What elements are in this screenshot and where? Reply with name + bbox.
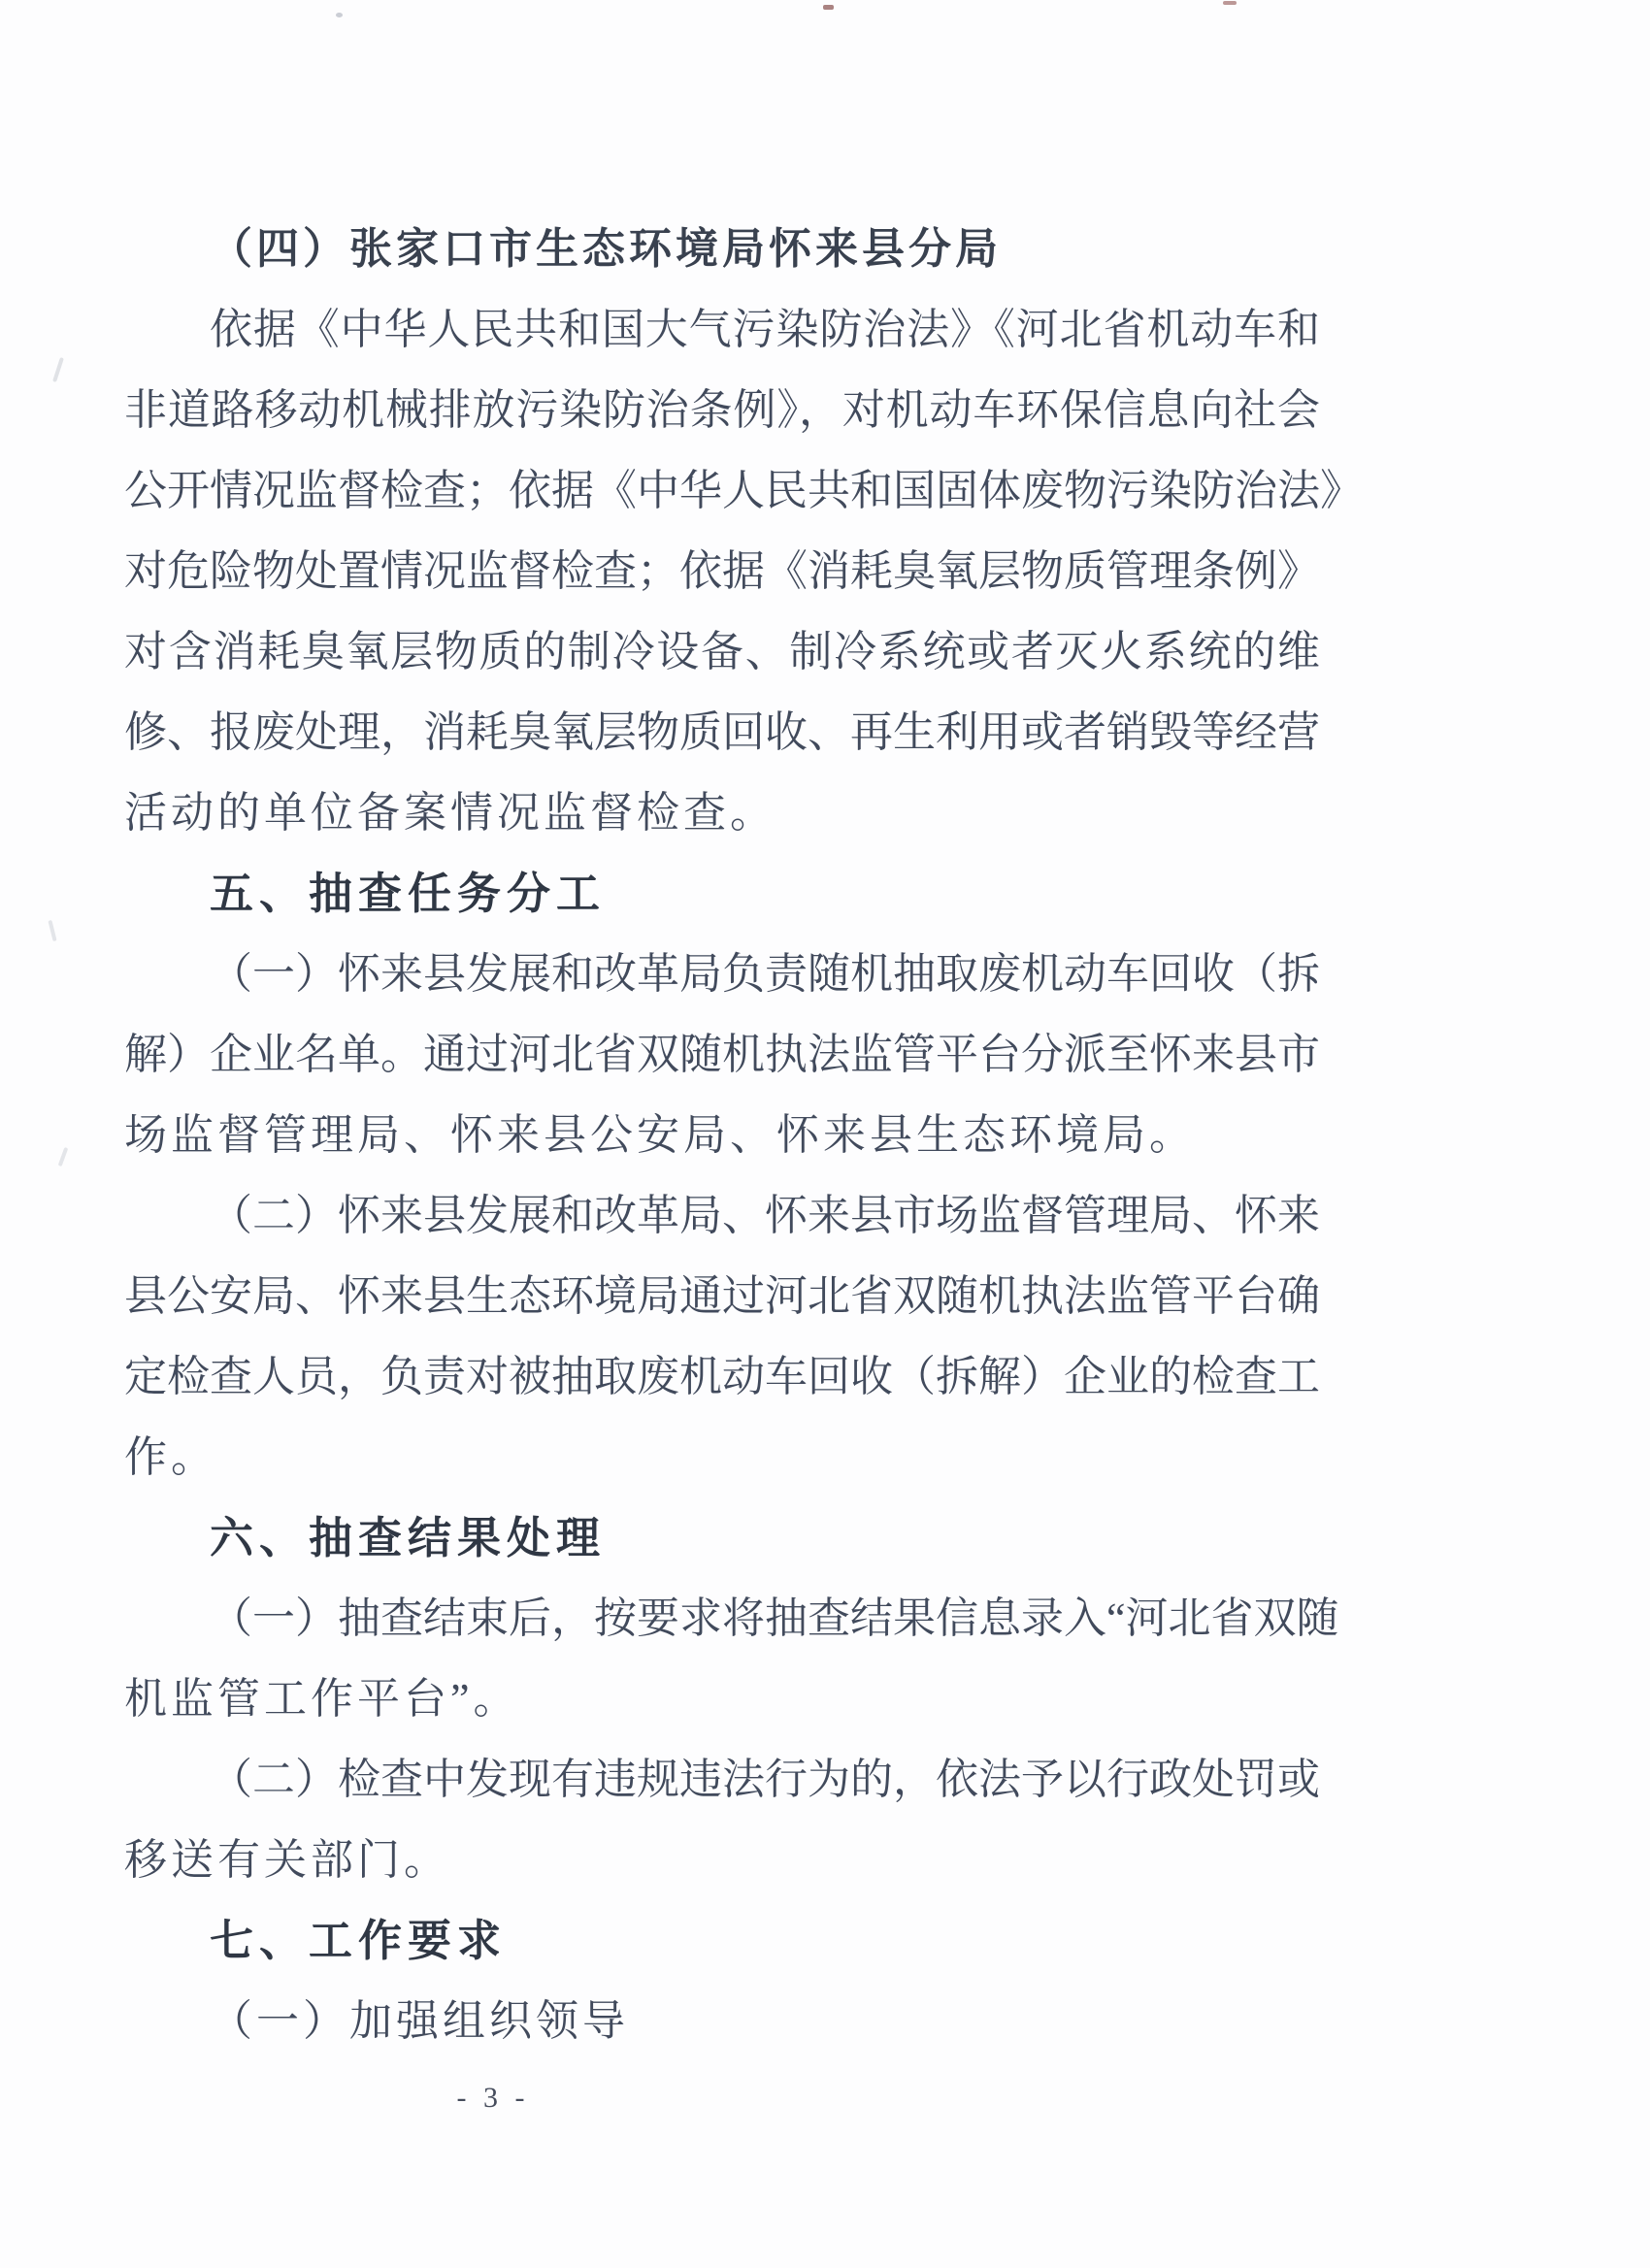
- body-line: 对含消耗臭氧层物质的制冷设备、制冷系统或者灭火系统的维: [124, 628, 1320, 675]
- body-line: 机监管工作平台”。: [124, 1675, 520, 1723]
- body-line: （二）怀来县发展和改革局、怀来县市场监督管理局、怀来: [210, 1192, 1320, 1239]
- body-line: 修、报废处理，消耗臭氧层物质回收、再生利用或者销毁等经营: [124, 708, 1320, 756]
- section-heading-liu: 六、抽查结果处理: [210, 1513, 607, 1562]
- body-line: 场监督管理局、怀来县公安局、怀来县生态环境局。: [124, 1111, 1196, 1159]
- body-line: 作。: [124, 1433, 217, 1481]
- body-line: 非道路移动机械排放污染防治条例》，对机动车环保信息向社会: [124, 386, 1320, 434]
- body-line: 公开情况监督检查；依据《中华人民共和国固体废物污染防治法》: [124, 467, 1363, 514]
- body-line: 移送有关部门。: [124, 1836, 450, 1884]
- scan-artifact: [48, 920, 56, 941]
- scan-artifact: [336, 13, 343, 17]
- body-line: 解）企业名单。通过河北省双随机执法监管平台分派至怀来县市: [124, 1031, 1320, 1078]
- body-line: （二）检查中发现有违规违法行为的，依法予以行政处罚或: [210, 1756, 1320, 1803]
- body-line: （一）抽查结束后，按要求将抽查结果信息录入“河北省双随: [210, 1594, 1339, 1642]
- body-line: 依据《中华人民共和国大气污染防治法》《河北省机动车和: [210, 306, 1320, 353]
- scan-artifact: [1223, 1, 1237, 5]
- scan-artifact: [52, 357, 64, 382]
- body-line: 县公安局、怀来县生态环境局通过河北省双随机执法监管平台确: [124, 1272, 1320, 1320]
- section-heading-wu: 五、抽查任务分工: [210, 869, 607, 918]
- section-heading-qi: 七、工作要求: [210, 1916, 508, 1965]
- scan-artifact: [58, 1147, 69, 1167]
- subsection-heading-yi: （一）加强组织领导: [210, 1997, 629, 2045]
- document-text-block: [124, 209, 1363, 2061]
- body-line: 定检查人员，负责对被抽取废机动车回收（拆解）企业的检查工: [124, 1353, 1320, 1400]
- body-line: 活动的单位备案情况监督检查。: [124, 789, 776, 837]
- body-line: （一）怀来县发展和改革局负责随机抽取废机动车回收（拆: [210, 950, 1320, 998]
- scan-artifact: [823, 5, 834, 10]
- subsection-heading-si: （四）张家口市生态环境局怀来县分局: [210, 225, 1002, 273]
- body-line: 对危险物处置情况监督检查；依据《消耗臭氧层物质管理条例》: [124, 547, 1320, 595]
- page-number: - 3 -: [456, 2082, 530, 2114]
